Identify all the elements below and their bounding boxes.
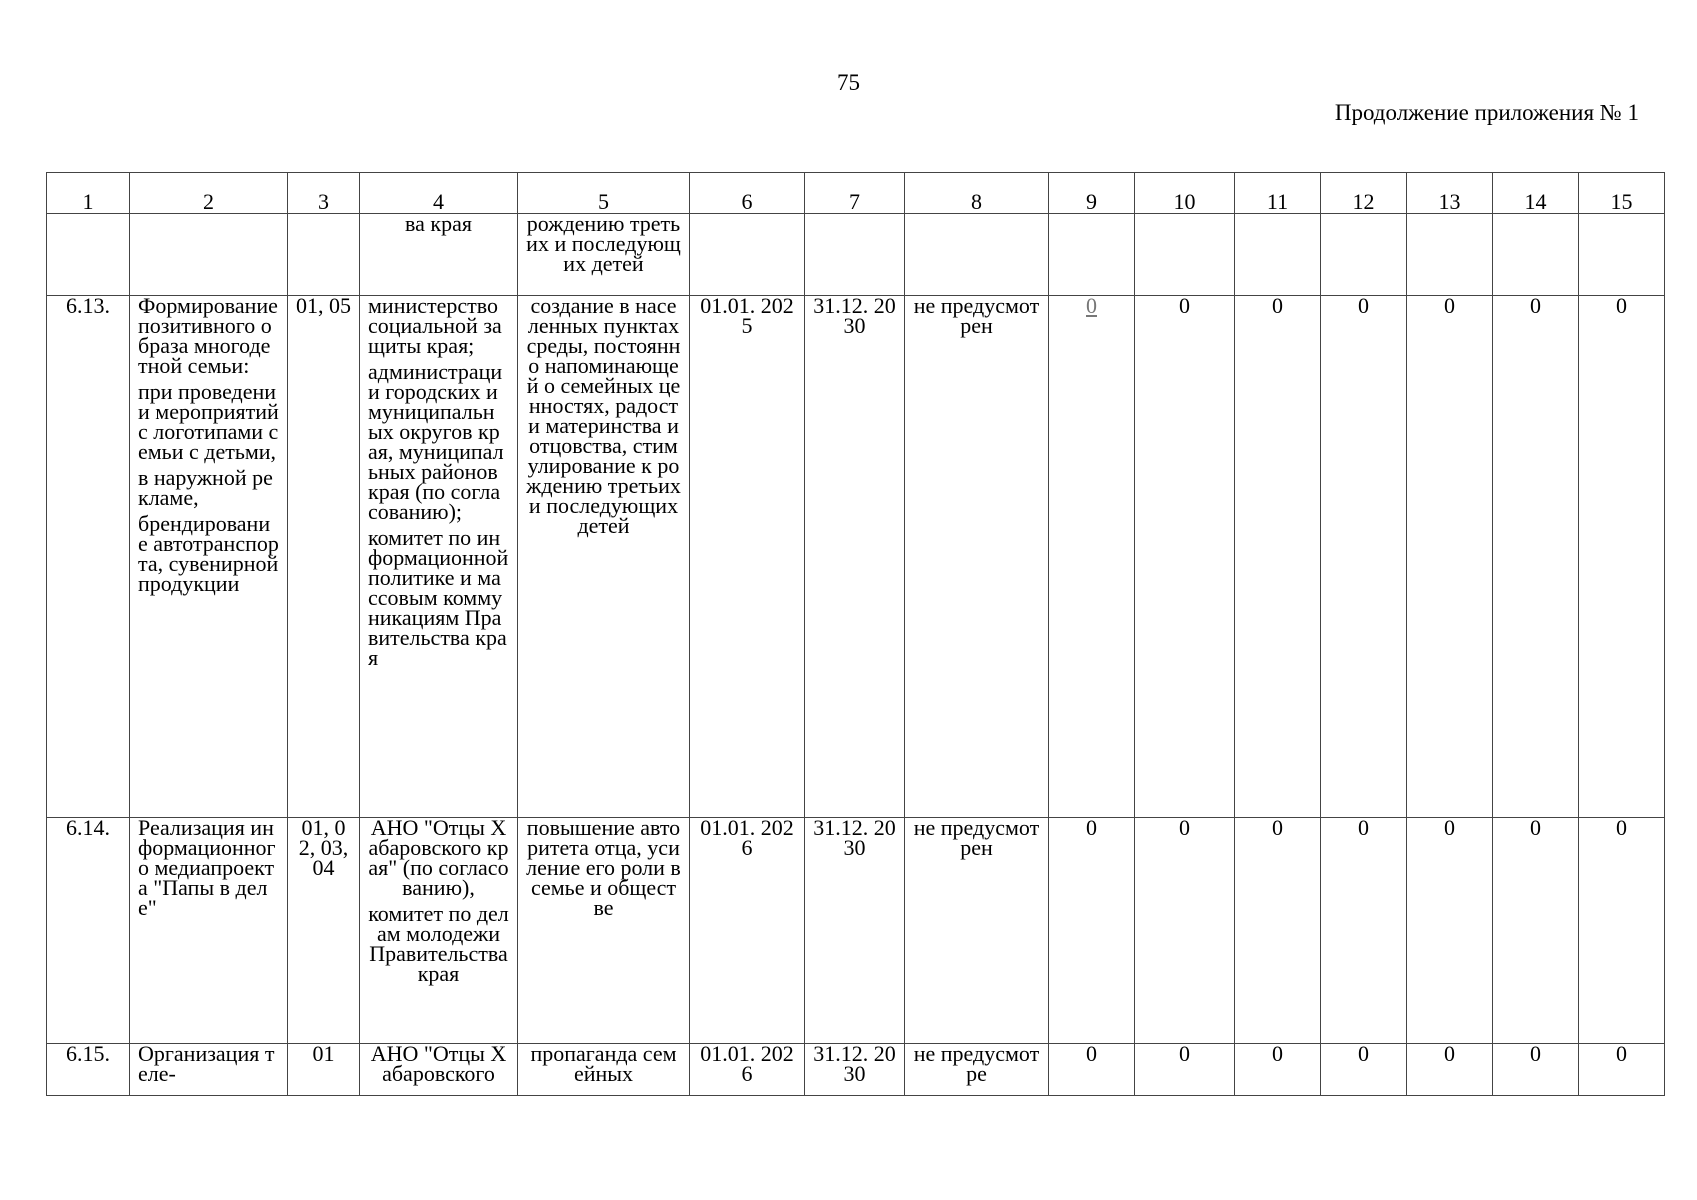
cell-value: 0 — [1135, 296, 1235, 818]
header-cell: 7 — [805, 173, 905, 214]
cell-value: 0 — [1407, 1044, 1493, 1096]
cell-value: 0 — [1493, 296, 1579, 818]
cell-value: 0 — [1493, 1044, 1579, 1096]
cell-number: 6.14. — [47, 818, 130, 1044]
table-row-continued — [47, 214, 1665, 296]
cell-value: 0 — [1135, 818, 1235, 1044]
responsible-paragraph: комитет по делам молодежи Правительства края — [368, 901, 509, 986]
cell-value: 0 — [1049, 818, 1135, 1044]
header-cell: 14 — [1493, 173, 1579, 214]
cell-codes: 01 — [288, 1044, 360, 1096]
cell-result: рождению третьих и последующих детей — [518, 214, 690, 296]
cell-number: 6.15. — [47, 1044, 130, 1096]
cell-funding: не предусмотрен — [905, 296, 1049, 818]
cell-value: 0 — [1321, 296, 1407, 818]
value-link[interactable]: 0 — [1086, 295, 1097, 318]
header-cell: 1 — [47, 173, 130, 214]
cell-end-date: 31.12. 2030 — [805, 296, 905, 818]
cell-value: 0 — [1049, 1044, 1135, 1096]
cell-value: 0 — [1579, 296, 1665, 818]
cell-result: повышение авторитета отца, усиление его роли в семье и обществе — [518, 818, 690, 1044]
responsible-paragraph: АНО "Отцы Хабаровского края" (по согласованию), — [368, 817, 509, 900]
cell-value: 0 — [1579, 818, 1665, 1044]
header-cell: 2 — [130, 173, 288, 214]
header-cell: 3 — [288, 173, 360, 214]
cell-funding: не предусмотрен — [905, 818, 1049, 1044]
responsible-paragraph: администрации городских и муниципальных округов края, муниципальных районов края (по согласованию); — [368, 359, 504, 524]
cell-value: 0 — [1493, 818, 1579, 1044]
cell-start-date: 01.01. 2026 — [690, 1044, 805, 1096]
cell-value: 0 — [1235, 818, 1321, 1044]
cell-measure — [130, 296, 288, 818]
cell-start-date: 01.01. 2026 — [690, 818, 805, 1044]
table-row-6-14 — [47, 818, 1665, 1044]
cell-end-date: 31.12. 2030 — [805, 1044, 905, 1096]
responsible-paragraph: комитет по информационной политике и массовым коммуникациям Правительства края — [368, 525, 509, 670]
measure-paragraph: Формирование позитивного образа многодетной семьи: — [138, 295, 278, 378]
measure-paragraph: при проведении мероприятий с логотипами семьи с детьми, — [138, 379, 279, 464]
cell-codes: 01, 02, 03, 04 — [288, 818, 360, 1044]
cell-value: 0 — [1407, 818, 1493, 1044]
cell-value: 0 — [1321, 1044, 1407, 1096]
cell-measure: Организация теле- — [130, 1044, 288, 1096]
measure-paragraph: в наружной рекламе, — [138, 465, 273, 510]
cell-measure: Реализация информационного медиапроекта "Папы в деле" — [130, 818, 288, 1044]
cell-responsible: АНО "Отцы Хабаровского — [360, 1044, 518, 1096]
cell-value: 0 — [1407, 296, 1493, 818]
header-cell: 6 — [690, 173, 805, 214]
table-row-6-13 — [47, 296, 1665, 818]
header-cell: 12 — [1321, 173, 1407, 214]
cell-value: 0 — [1235, 1044, 1321, 1096]
header-cell: 5 — [518, 173, 690, 214]
cell-number: 6.13. — [47, 296, 130, 818]
cell-result: пропаганда семейных — [518, 1044, 690, 1096]
page-number: 75 — [837, 70, 860, 95]
cell-value: 0 — [1321, 818, 1407, 1044]
cell-responsible — [360, 818, 518, 1044]
continuation-caption: Продолжение приложения № 1 — [1334, 100, 1639, 125]
cell-start-date: 01.01. 2025 — [690, 296, 805, 818]
cell-value: 0 — [1135, 1044, 1235, 1096]
header-cell: 8 — [905, 173, 1049, 214]
header-cell: 10 — [1135, 173, 1235, 214]
cell-value — [1049, 296, 1135, 818]
table-row-6-15 — [47, 1044, 1665, 1096]
measure-paragraph: брендирование автотранспорта, сувенирной продукции — [138, 511, 279, 596]
cell-funding: не предусмотре — [905, 1044, 1049, 1096]
header-row — [47, 173, 1665, 214]
cell-result: создание в населенных пунктах среды, постоянно напоминающей о семейных ценностях, радости материнства и отцовства, стимулирование к рождению третьих и последующих детей — [518, 296, 690, 818]
cell-end-date: 31.12. 2030 — [805, 818, 905, 1044]
cell-responsible: ва края — [360, 214, 518, 296]
cell-responsible — [360, 296, 518, 818]
cell-value: 0 — [1579, 1044, 1665, 1096]
header-cell: 4 — [360, 173, 518, 214]
header-cell: 13 — [1407, 173, 1493, 214]
cell-value: 0 — [1235, 296, 1321, 818]
header-cell: 15 — [1579, 173, 1665, 214]
cell-codes: 01, 05 — [288, 296, 360, 818]
measures-table — [46, 172, 1665, 1096]
responsible-paragraph: министерство социальной защиты края; — [368, 295, 502, 358]
header-cell: 11 — [1235, 173, 1321, 214]
header-cell: 9 — [1049, 173, 1135, 214]
